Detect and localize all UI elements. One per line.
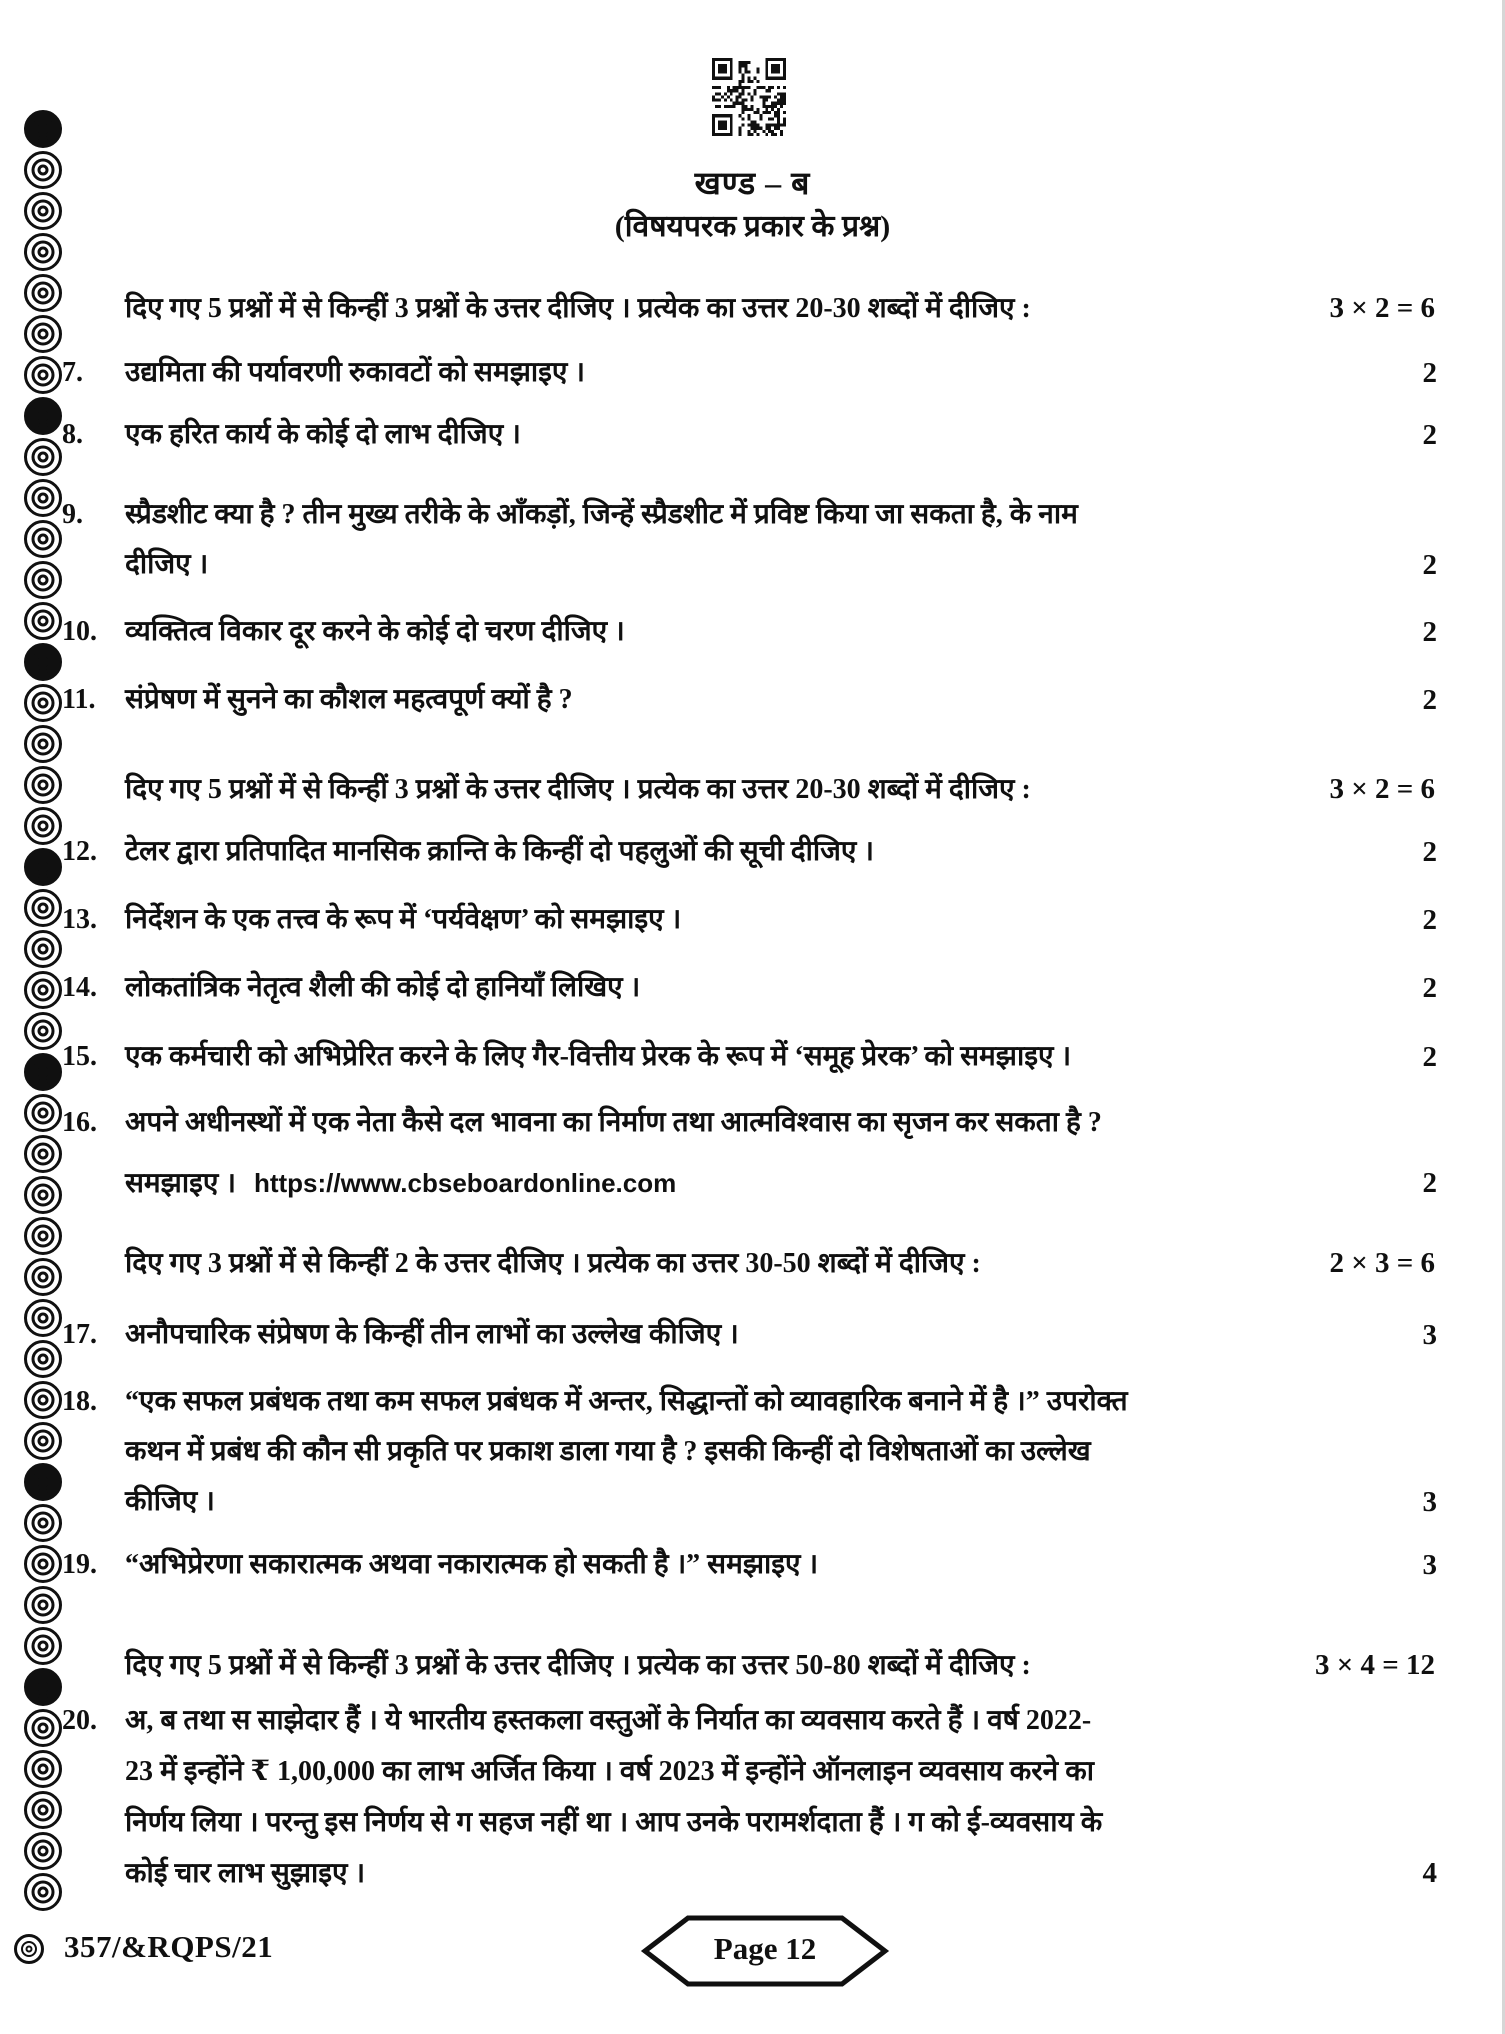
binding-ring-solid xyxy=(24,397,62,435)
watermark-link: https://www.cbseboardonline.com xyxy=(253,1168,677,1198)
question-line: अ, ब तथा स साझेदार हैं । ये भारतीय हस्तकला वस्तुओं के निर्यात का व्यवसाय करते हैं । वर्ष 2022- xyxy=(125,1705,1092,1736)
question-marks: 2 xyxy=(1422,549,1437,581)
binding-ring xyxy=(24,1176,62,1214)
question-number: 12. xyxy=(62,836,97,867)
question-row xyxy=(62,1310,1437,1360)
question-row xyxy=(62,410,1437,460)
binding-ring xyxy=(14,1934,44,1964)
binding-ring xyxy=(24,930,62,968)
binding-ring xyxy=(24,1545,62,1583)
question-text xyxy=(125,1695,1387,1899)
binding-ring xyxy=(24,561,62,599)
binding-ring xyxy=(24,274,62,312)
question-line: “अभिप्रेरणा सकारात्मक अथवा नकारात्मक हो सकती है ।” समझाइए । xyxy=(125,1549,819,1580)
question-line: टेलर द्वारा प्रतिपादित मानसिक क्रान्ति के किन्हीं दो पहलुओं की सूची दीजिए । xyxy=(125,836,875,867)
question-line: कोई चार लाभ सुझाइए । xyxy=(125,1858,366,1889)
binding-ring xyxy=(24,1422,62,1460)
question-line: कथन में प्रबंध की कौन सी प्रकृति पर प्रकाश डाला गया है ? इसकी किन्हीं दो विशेषताओं का उल्लेख xyxy=(125,1436,1091,1467)
binding-ring xyxy=(24,438,62,476)
question-line: अनौपचारिक संप्रेषण के किन्हीं तीन लाभों का उल्लेख कीजिए । xyxy=(125,1319,739,1350)
question-text xyxy=(125,675,1387,725)
question-number: 8. xyxy=(62,419,83,450)
binding-ring xyxy=(24,1340,62,1378)
question-number: 13. xyxy=(62,904,97,935)
instruction-text: दिए गए 5 प्रश्नों में से किन्हीं 3 प्रश्नों के उत्तर दीजिए । प्रत्येक का उत्तर 20-30 शब्दों में दीजिए : xyxy=(125,774,1031,805)
binding-ring xyxy=(24,479,62,517)
question-text xyxy=(125,1310,1387,1360)
question-marks: 2 xyxy=(1422,419,1437,451)
section-title: खण्ड – ब xyxy=(694,165,811,201)
question-text xyxy=(125,348,1387,398)
question-line: व्यक्तित्व विकार दूर करने के कोई दो चरण दीजिए । xyxy=(125,616,625,647)
binding-ring xyxy=(24,1381,62,1419)
question-text xyxy=(125,1093,1387,1213)
binding-ring xyxy=(24,1504,62,1542)
question-line: “एक सफल प्रबंधक तथा कम सफल प्रबंधक में अन्तर, सिद्धान्तों को व्यावहारिक बनाने में है ।” उपरोक्त xyxy=(125,1386,1128,1417)
binding-ring xyxy=(24,1299,62,1337)
question-row xyxy=(62,1377,1437,1527)
instruction-marks: 3 × 2 = 6 xyxy=(1329,773,1435,805)
binding-ring xyxy=(24,1832,62,1870)
binding-ring-solid xyxy=(24,110,62,148)
question-line: समझाइए । https://www.cbseboardonline.com xyxy=(125,1168,677,1199)
binding-ring xyxy=(24,1586,62,1624)
question-marks: 2 xyxy=(1422,1167,1437,1199)
binding-ring-solid xyxy=(24,1668,62,1706)
question-number: 17. xyxy=(62,1319,97,1350)
instruction-marks: 2 × 3 = 6 xyxy=(1329,1247,1435,1279)
question-text xyxy=(125,827,1387,877)
binding-ring xyxy=(24,725,62,763)
question-marks: 2 xyxy=(1422,904,1437,936)
question-number: 15. xyxy=(62,1041,97,1072)
question-text xyxy=(125,1032,1387,1082)
question-text xyxy=(125,895,1387,945)
question-row xyxy=(62,963,1437,1013)
question-number: 19. xyxy=(62,1549,97,1580)
question-number: 7. xyxy=(62,357,83,388)
question-line: दीजिए । xyxy=(125,549,209,580)
question-row xyxy=(62,1093,1437,1213)
binding-ring xyxy=(24,766,62,804)
binding-ring-solid xyxy=(24,1053,62,1091)
question-text xyxy=(125,963,1387,1013)
binding-ring xyxy=(24,1627,62,1665)
question-marks: 2 xyxy=(1422,684,1437,716)
question-number: 9. xyxy=(62,499,83,530)
question-row xyxy=(62,348,1437,398)
question-line: अपने अधीनस्थों में एक नेता कैसे दल भावना का निर्माण तथा आत्मविश्वास का सृजन कर सकता है ? xyxy=(125,1107,1102,1138)
question-number: 11. xyxy=(62,684,96,715)
instruction-row xyxy=(125,1243,1435,1281)
instruction-row xyxy=(125,769,1435,807)
instruction-text: दिए गए 5 प्रश्नों में से किन्हीं 3 प्रश्नों के उत्तर दीजिए । प्रत्येक का उत्तर 20-30 शब्दों में दीजिए : xyxy=(125,293,1031,324)
question-row xyxy=(62,1032,1437,1082)
binding-ring xyxy=(24,1094,62,1132)
binding-ring xyxy=(24,1012,62,1050)
binding-ring xyxy=(24,1258,62,1296)
question-marks: 3 xyxy=(1422,1549,1437,1581)
question-marks: 3 xyxy=(1422,1486,1437,1518)
instruction-row xyxy=(125,288,1435,326)
question-number: 14. xyxy=(62,972,97,1003)
binding-ring xyxy=(24,1709,62,1747)
question-line: निर्णय लिया । परन्तु इस निर्णय से ग सहज नहीं था । आप उनके परामर्शदाता हैं । ग को ई-व्यवसाय के xyxy=(125,1807,1103,1838)
section-subtitle: (विषयपरक प्रकार के प्रश्न) xyxy=(614,210,891,243)
binding-ring xyxy=(24,1217,62,1255)
binding-ring-solid xyxy=(24,1463,62,1501)
question-marks: 2 xyxy=(1422,1041,1437,1073)
question-line: एक हरित कार्य के कोई दो लाभ दीजिए । xyxy=(125,419,521,450)
question-number: 18. xyxy=(62,1386,97,1417)
binding-ring xyxy=(24,684,62,722)
binding-ring xyxy=(24,356,62,394)
binding-ring xyxy=(24,520,62,558)
question-text xyxy=(125,1377,1387,1527)
binding-ring xyxy=(24,1750,62,1788)
question-line: कीजिए । xyxy=(125,1486,215,1517)
question-text xyxy=(125,607,1387,657)
question-line: लोकतांत्रिक नेतृत्व शैली की कोई दो हानियाँ लिखिए । xyxy=(125,972,641,1003)
question-number: 20. xyxy=(62,1705,97,1736)
question-line: एक कर्मचारी को अभिप्रेरित करने के लिए गैर-वित्तीय प्रेरक के रूप में ‘समूह प्रेरक’ को समझाइए । xyxy=(125,1041,1072,1072)
paper-code: 357/&RQPS/21 xyxy=(64,1929,274,1964)
binding-ring xyxy=(24,807,62,845)
page-number-hexagon xyxy=(640,1913,890,1989)
question-row xyxy=(62,1695,1437,1899)
question-line: संप्रेषण में सुनने का कौशल महत्वपूर्ण क्यों है ? xyxy=(125,684,573,715)
question-line: 23 में इन्होंने ₹ 1,00,000 का लाभ अर्जित किया । वर्ष 2023 में इन्होंने ऑनलाइन व्यवसाय करने का xyxy=(125,1756,1094,1787)
binding-ring xyxy=(24,889,62,927)
instruction-row xyxy=(125,1645,1435,1683)
instruction-text: दिए गए 3 प्रश्नों में से किन्हीं 2 के उत्तर दीजिए । प्रत्येक का उत्तर 30-50 शब्दों में दीजिए : xyxy=(125,1248,981,1279)
binding-ring xyxy=(24,1873,62,1911)
question-row xyxy=(62,490,1437,590)
question-row xyxy=(62,827,1437,877)
instruction-text: दिए गए 5 प्रश्नों में से किन्हीं 3 प्रश्नों के उत्तर दीजिए । प्रत्येक का उत्तर 50-80 शब्दों में दीजिए : xyxy=(125,1650,1031,1681)
binding-ring xyxy=(24,971,62,1009)
question-marks: 4 xyxy=(1422,1857,1437,1889)
instruction-marks: 3 × 2 = 6 xyxy=(1329,292,1435,324)
question-row xyxy=(62,675,1437,725)
binding-ring xyxy=(24,1135,62,1173)
question-row xyxy=(62,1540,1437,1590)
question-marks: 2 xyxy=(1422,836,1437,868)
binding-ring xyxy=(24,315,62,353)
question-marks: 2 xyxy=(1422,357,1437,389)
question-marks: 3 xyxy=(1422,1319,1437,1351)
binding-ring-solid xyxy=(24,848,62,886)
question-line: निर्देशन के एक तत्त्व के रूप में ‘पर्यवेक्षण’ को समझाइए । xyxy=(125,904,682,935)
question-line: उद्यमिता की पर्यावरणी रुकावटों को समझाइए । xyxy=(125,357,585,388)
binding-ring-solid xyxy=(24,643,62,681)
binding-ring xyxy=(24,1791,62,1829)
page-number-label: Page 12 xyxy=(713,1931,817,1966)
question-row xyxy=(62,607,1437,657)
binding-ring xyxy=(24,602,62,640)
question-text xyxy=(125,490,1387,590)
instruction-marks: 3 × 4 = 12 xyxy=(1314,1649,1435,1681)
question-line: स्प्रैडशीट क्या है ? तीन मुख्य तरीके के आँकड़ों, जिन्हें स्प्रैडशीट में प्रविष्ट किया जा सकता है, के नाम xyxy=(125,499,1078,530)
question-row xyxy=(62,895,1437,945)
qr-code-icon xyxy=(712,58,786,136)
question-marks: 2 xyxy=(1422,616,1437,648)
question-text xyxy=(125,410,1387,460)
question-marks: 2 xyxy=(1422,972,1437,1004)
question-text xyxy=(125,1540,1387,1590)
question-number: 16. xyxy=(62,1107,97,1138)
question-number: 10. xyxy=(62,616,97,647)
